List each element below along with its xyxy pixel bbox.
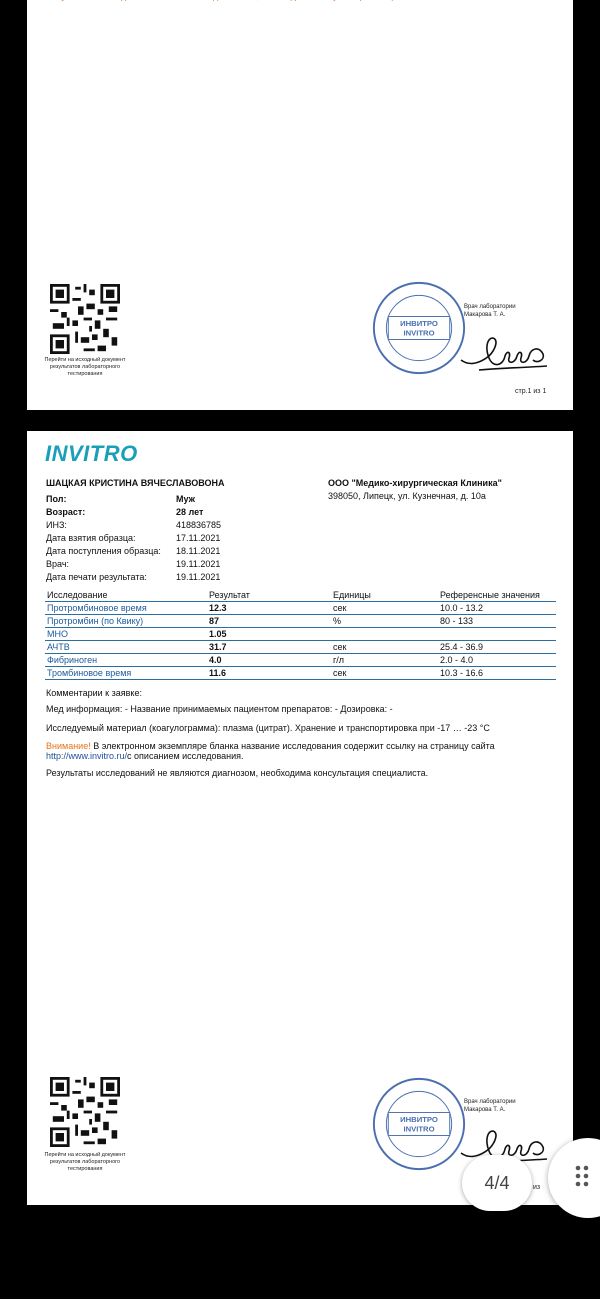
lab-stamp <box>371 1076 467 1172</box>
test-reference: 10.3 - 16.6 <box>438 667 556 680</box>
test-name-link[interactable]: Протромбин (по Квику) <box>45 615 207 628</box>
doctor-role: Врач лаборатории Макарова Т. А. <box>464 304 516 318</box>
disclaimer-text: Результаты исследований не являются диагнозом, необходима консультация специалиста. <box>46 768 429 778</box>
test-result: 1.05 <box>207 628 331 641</box>
site-link-suffix: с описанием исследования. <box>127 751 244 761</box>
test-reference: 2.0 - 4.0 <box>438 654 556 667</box>
table-row <box>45 654 556 667</box>
clinic-address: 398050, Липецк, ул. Кузнечная, д. 10а <box>328 491 486 501</box>
test-result: 4.0 <box>207 654 331 667</box>
info-value: 19.11.2021 <box>176 558 221 569</box>
info-label: ИНЗ: <box>46 520 67 531</box>
doctor-name: Макарова Т. А. <box>464 312 506 318</box>
document-page-2 <box>27 431 573 1205</box>
table-row <box>45 615 556 628</box>
disclaimer-text <box>47 0 429 1</box>
test-reference: 80 - 133 <box>438 615 556 628</box>
comments-title: Комментарии к заявке: <box>46 688 142 698</box>
page-number: из <box>533 1184 541 1191</box>
test-unit <box>331 628 438 641</box>
info-label: Дата поступления образца: <box>46 546 161 556</box>
table-row <box>45 667 556 680</box>
document-page-1 <box>27 0 573 410</box>
svg-text:ИНВИТРО: ИНВИТРО <box>400 1115 438 1125</box>
qr-code[interactable] <box>50 1077 120 1147</box>
test-reference: 25.4 - 36.9 <box>438 641 556 654</box>
info-value: 19.11.2021 <box>176 571 221 582</box>
med-info: Мед информация: - Название принимаемых пациентом препаратов: - Дозировка: - <box>46 704 393 714</box>
test-result: 11.6 <box>207 667 331 680</box>
attention-label: Внимание! <box>46 741 91 751</box>
test-unit: % <box>331 615 438 628</box>
column-header: Исследование <box>45 589 207 602</box>
svg-text:INVITRO: INVITRO <box>403 1124 435 1134</box>
test-unit: сек <box>331 641 438 654</box>
doctor-role: Врач лаборатории Макарова Т. А. <box>464 1099 516 1113</box>
test-reference <box>438 628 556 641</box>
svg-text:INVITRO: INVITRO <box>403 328 435 338</box>
results-table <box>45 589 556 680</box>
qr-caption: Перейти на исходный документ результатов лабораторного тестирования <box>44 357 126 377</box>
test-name-link[interactable]: Протромбиновое время <box>45 602 207 615</box>
test-result: 87 <box>207 615 331 628</box>
info-label: Дата взятия образца: <box>46 533 136 544</box>
patient-name: ШАЦКАЯ КРИСТИНА ВЯЧЕСЛАВОВОНА <box>46 478 225 488</box>
material-info: Исследуемый материал (коагулограмма): плазма (цитрат). Хранение и транспортировка при -17 … -23 °C <box>46 723 490 733</box>
attention-note <box>46 741 495 751</box>
doctor-name: Макарова Т. А. <box>464 1107 506 1113</box>
info-value: 17.11.2021 <box>176 533 221 544</box>
table-row <box>45 641 556 654</box>
attention-text: В электронном экземпляре бланка название исследования содержит ссылку на страницу сайта <box>90 741 495 751</box>
test-name-link[interactable]: Тромбиновое время <box>45 667 207 680</box>
stamp-text: ИНВИТРО <box>400 319 438 329</box>
page-indicator[interactable]: 4/4 <box>462 1155 532 1211</box>
test-result: 31.7 <box>207 641 331 654</box>
test-unit: сек <box>331 667 438 680</box>
table-row <box>45 602 556 615</box>
table-header-row <box>45 589 556 602</box>
test-name-link[interactable]: МНО <box>45 628 207 641</box>
test-unit: сек <box>331 602 438 615</box>
column-header: Референсные значения <box>438 589 556 602</box>
lab-stamp <box>371 280 467 376</box>
invitro-logo: INVITRO <box>45 441 138 466</box>
info-label: Пол: <box>46 494 67 505</box>
info-label: Возраст: <box>46 507 86 518</box>
site-link-line <box>46 751 244 761</box>
info-value: 418836785 <box>176 520 222 531</box>
test-name-link[interactable]: Фибриноген <box>45 654 207 667</box>
column-header: Единицы <box>331 589 438 602</box>
test-name-link[interactable]: АЧТВ <box>45 641 207 654</box>
qr-code[interactable] <box>50 284 120 354</box>
clinic-name: ООО "Медико-хирургическая Клиника" <box>328 478 502 488</box>
info-label: Врач: <box>46 558 70 569</box>
test-unit: г/л <box>331 654 438 667</box>
qr-caption: Перейти на исходный документ результатов лабораторного тестирования <box>44 1152 126 1172</box>
info-value: Муж <box>176 494 195 505</box>
table-row <box>45 628 556 641</box>
info-value: 18.11.2021 <box>176 546 221 556</box>
site-link[interactable]: http://www.invitro.ru/ <box>46 751 128 761</box>
patient-info <box>46 493 221 583</box>
page-number: стр.1 из 1 <box>515 388 547 395</box>
doctor-signature <box>459 330 551 376</box>
column-header: Результат <box>207 589 331 602</box>
more-dots-icon <box>574 1164 598 1188</box>
info-label: Дата печати результата: <box>46 571 147 582</box>
test-result: 12.3 <box>207 602 331 615</box>
info-value: 28 лет <box>176 507 204 518</box>
test-reference: 10.0 - 13.2 <box>438 602 556 615</box>
